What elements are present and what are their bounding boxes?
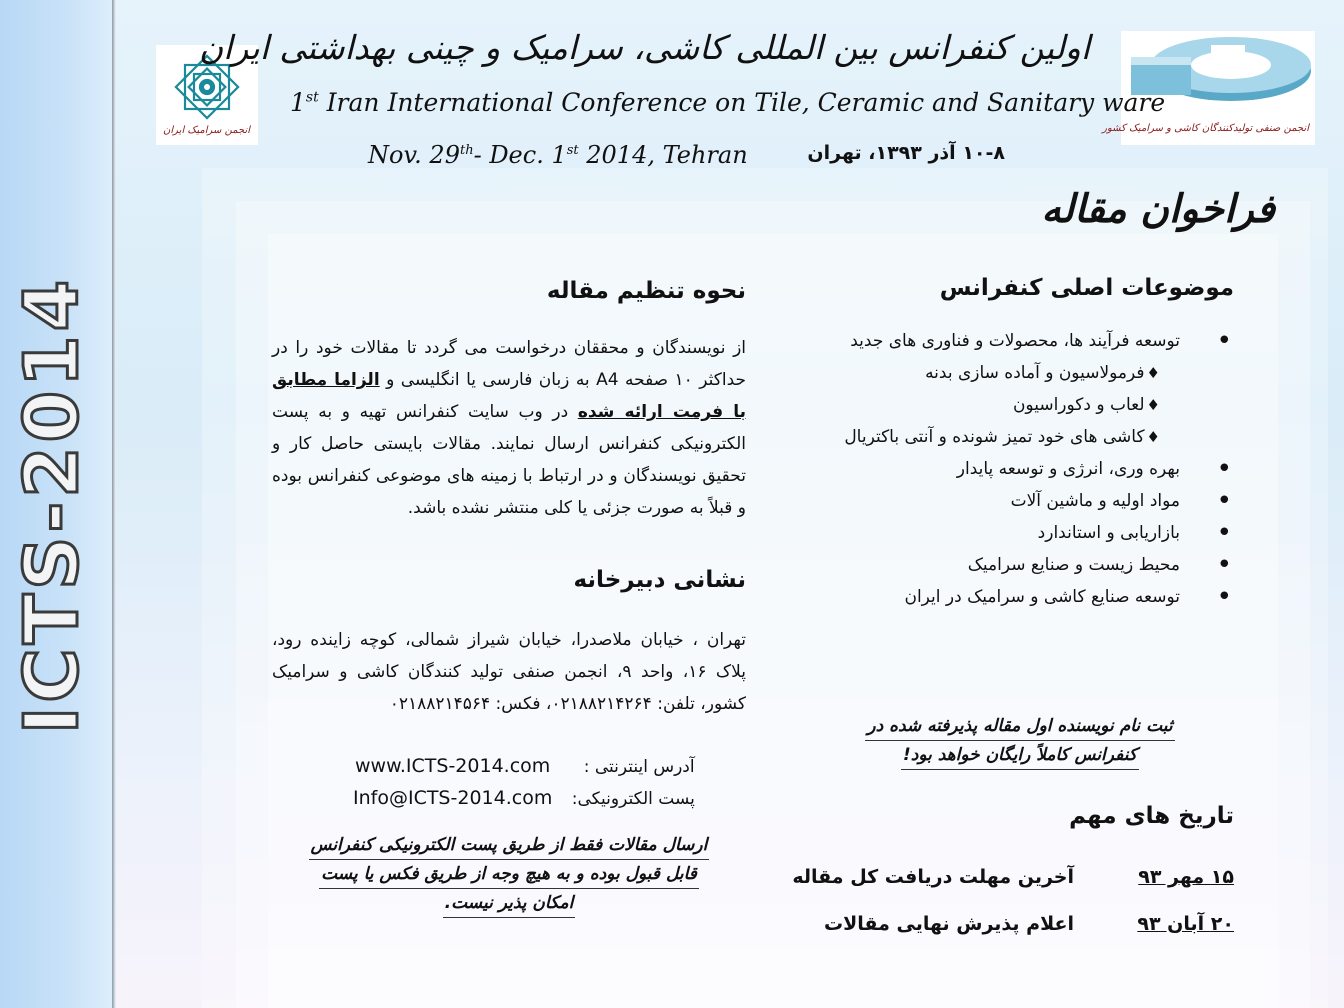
topic-item: • توسعه صنایع کاشی و سرامیک در ایران xyxy=(904,582,1232,612)
website-row xyxy=(355,755,695,777)
website-link[interactable]: www.ICTS-2014.com xyxy=(355,755,551,777)
side-band xyxy=(0,0,112,1008)
subtopic-item: ♦فرمولاسیون و آماده سازی بدنه xyxy=(925,363,1160,383)
date-label: اعلام پذیرش نهایی مقالات xyxy=(824,913,1074,935)
call-for-papers-title: فراخوان مقاله xyxy=(1041,186,1275,232)
submission-note: ارسال مقالات فقط از طریق پست الکترونیکی کنفرانس قابل قبول بوده و به هیچ وجه از طریق فکس یا پست امکان پذیر نیست. xyxy=(262,831,756,918)
subtopic-item: ♦لعاب و دکوراسیون xyxy=(1012,395,1160,415)
topic-item: • محیط زیست و صنایع سرامیک xyxy=(967,550,1232,580)
website-label: آدرس اینترنتی : xyxy=(583,757,695,777)
side-label: ICTS-2014 xyxy=(9,275,95,735)
topic-item: • مواد اولیه و ماشین آلات xyxy=(1010,486,1232,516)
secretariat-address: تهران ، خیابان ملاصدرا، خیابان شیراز شمالی، کوچه زاینده رود، پلاک ۱۶، واحد ۹، انجمن صنفی تولید کنندگان کاشی و سرامیک کشور، تلفن: ۰۲۱۸۸۲۱۴۲۶۴، فکس: ۰۲۱۸۸۲۱۴۵۶۴ xyxy=(272,630,746,714)
date-row xyxy=(792,866,1234,888)
date-row xyxy=(824,913,1234,935)
secretariat-heading: نشانی دبیرخانه xyxy=(573,567,746,593)
email-row xyxy=(353,787,695,809)
topic-item: • بازاریابی و استاندارد xyxy=(1037,518,1232,548)
title-english: 1st Iran International Conference on Tile, Ceramic and Sanitary ware xyxy=(290,88,1166,117)
topics-list xyxy=(810,325,1240,613)
format-emphasis: الزاما مطابق با فرمت ارائه شده xyxy=(272,370,746,422)
left-logo-caption: انجمن سرامیک ایران xyxy=(163,125,250,136)
email-label: پست الکترونیکی: xyxy=(571,789,695,809)
free-registration-note: ثبت نام نویسنده اول مقاله پذیرفته شده در کنفرانس کاملاً رایگان خواهد بود! xyxy=(800,712,1240,770)
email-link[interactable]: Info@ICTS-2014.com xyxy=(353,787,553,809)
date-value: ۱۵ مهر ۹۳ xyxy=(1138,866,1234,888)
topics-heading: موضوعات اصلی کنفرانس xyxy=(939,275,1234,301)
date-label: آخرین مهلت دریافت کل مقاله xyxy=(792,866,1074,888)
date-persian: ۱۰-۸ آذر ۱۳۹۳، تهران xyxy=(807,142,1005,164)
title-persian: اولین کنفرانس بین المللی کاشی، سرامیک و چینی بهداشتی ایران xyxy=(198,28,1090,67)
format-paragraph: از نویسندگان و محققان درخواست می گردد تا مقالات خود را در حداکثر ۱۰ صفحه A4 به زبان فارسی یا انگلیسی و الزاما مطابق با فرمت ارائه شده در وب سایت کنفرانس تهیه و به پست الکترونیکی کنفرانس ارسال نمایند. مقالات بایستی حاصل کار و تحقیق نویسندگان و در ارتباط با زمینه های موضوعی کنفرانس بوده و قبلاً به صورت جزئی یا کلی منتشر نشده باشد. xyxy=(272,338,747,518)
subtopic-item: ♦کاشی های خود تمیز شونده و آنتی باکتریال xyxy=(844,427,1160,447)
right-logo-caption: انجمن صنفی تولیدکنندگان کاشی و سرامیک کشور xyxy=(1102,123,1309,134)
dates-heading: تاریخ های مهم xyxy=(1069,803,1234,829)
date-english: Nov. 29th- Dec. 1st 2014, Tehran xyxy=(368,141,748,169)
format-heading: نحوه تنظیم مقاله xyxy=(546,278,746,304)
topic-item: • توسعه فرآیند ها، محصولات و فناوری های جدید xyxy=(850,326,1232,356)
date-value: ۲۰ آبان ۹۳ xyxy=(1137,913,1234,935)
topic-item: • بهره وری، انرژی و توسعه پایدار xyxy=(956,454,1232,484)
